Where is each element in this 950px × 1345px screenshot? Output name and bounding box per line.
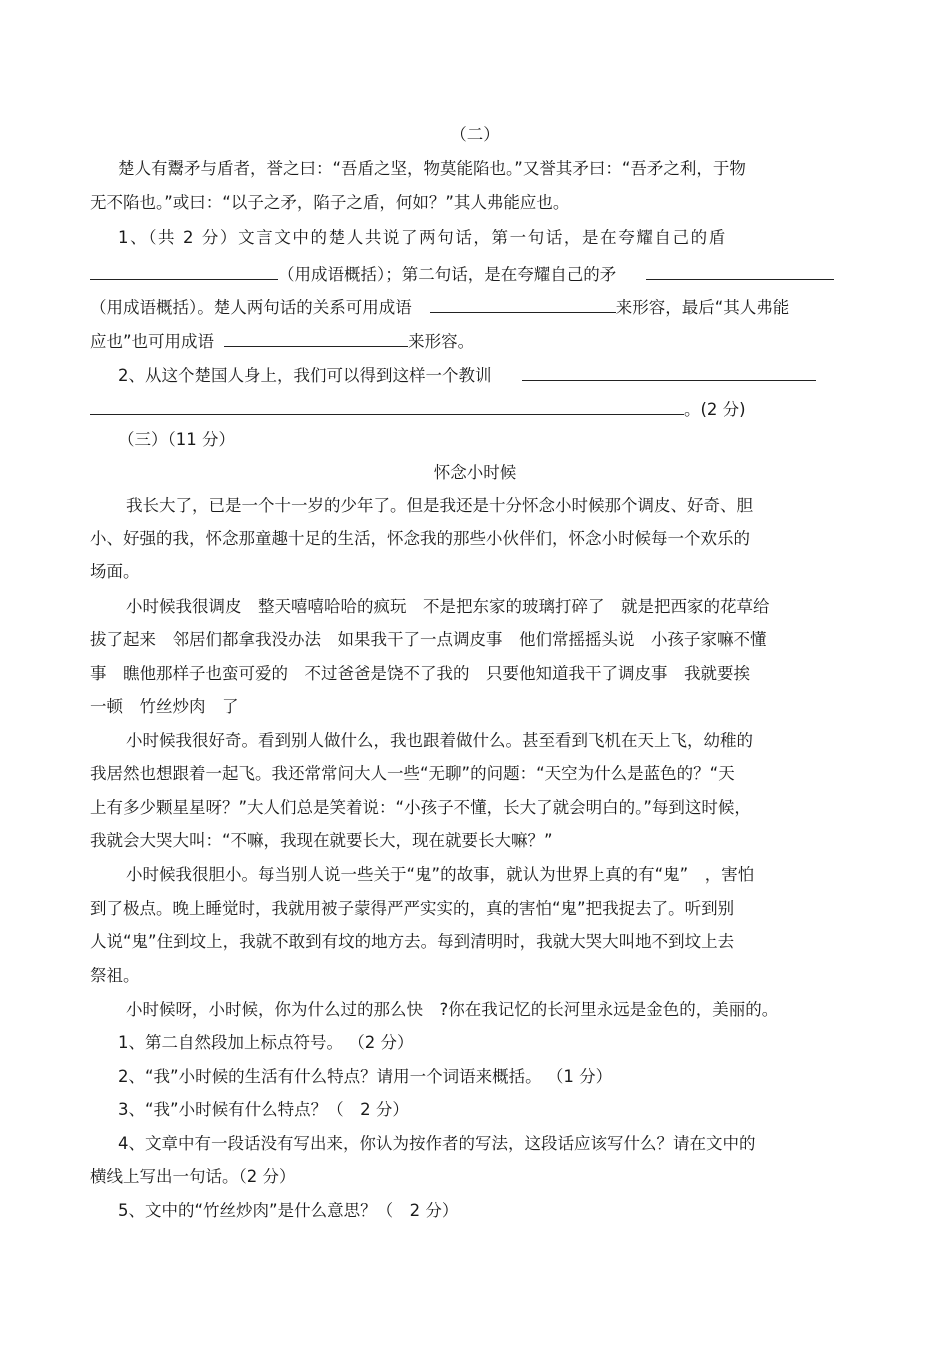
paragraph-line: 上有多少颗星星呀？”大人们总是笑着说：“小孩子不懂，长大了就会明白的。”每到这时候， bbox=[90, 798, 751, 817]
question-1-line: （用成语概括）；第二句话，是在夸耀自己的矛 bbox=[90, 261, 834, 286]
question-1-line: （用成语概括）。楚人两句话的关系可用成语 来形容，最后“其人弗能 bbox=[90, 294, 789, 319]
question-line: 4、文章中有一段话没有写出来，你认为按作者的写法，这段话应该写什么？请在文中的 bbox=[118, 1134, 756, 1153]
paragraph-line: 拔了起来 邻居们都拿我没办法 如果我干了一点调皮事 他们常摇摇头说 小孩子家嘛不懂 bbox=[90, 630, 767, 649]
paragraph-line: 一顿 竹丝炒肉 了 bbox=[90, 697, 239, 716]
paragraph-line: 小时候呀，小时候，你为什么过的那么快 ?你在我记忆的长河里永远是金色的，美丽的。 bbox=[126, 1000, 779, 1019]
article-title: 怀念小时候 bbox=[433, 463, 517, 482]
paragraph-line: 小时候我很胆小。每当别人说一些关于“鬼”的故事，就认为世界上真的有“鬼” ，害怕 bbox=[126, 865, 755, 884]
question-line: 3、“我”小时候有什么特点？（ 2 分） bbox=[118, 1100, 409, 1119]
answer-blank[interactable] bbox=[90, 396, 684, 415]
question-1-line: 1、（共 2 分）文言文中的楚人共说了两句话，第一句话，是在夸耀自己的盾 bbox=[118, 228, 727, 247]
question-1-line: 应也”也可用成语 来形容。 bbox=[90, 328, 474, 353]
paragraph-line: 祭祖。 bbox=[90, 966, 140, 985]
question-line: 5、文中的“竹丝炒肉”是什么意思？（ 2 分） bbox=[118, 1201, 459, 1220]
paragraph-line: 我居然也想跟着一起飞。我还常常问大人一些“无聊”的问题：“天空为什么是蓝色的？“天 bbox=[90, 764, 735, 783]
paragraph-line: 我就会大哭大叫：“不嘛，我现在就要长大，现在就要长大嘛？” bbox=[90, 831, 553, 850]
question-line: 2、“我”小时候的生活有什么特点？请用一个词语来概括。 （1 分） bbox=[118, 1067, 613, 1086]
paragraph-line: 小时候我很调皮 整天嘻嘻哈哈的疯玩 不是把东家的玻璃打碎了 就是把西家的花草给 bbox=[126, 597, 770, 616]
answer-blank[interactable] bbox=[90, 261, 278, 280]
question-2-line: 。(2 分) bbox=[90, 396, 746, 421]
passage-line: 楚人有鬻矛与盾者，誉之曰：“吾盾之坚，物莫能陷也。”又誉其矛曰：“吾矛之利，于物 bbox=[118, 159, 746, 178]
answer-blank[interactable] bbox=[522, 362, 816, 381]
question-line: 1、第二自然段加上标点符号。 （2 分） bbox=[118, 1033, 414, 1052]
part3-heading: （三）（11 分） bbox=[118, 430, 235, 449]
paragraph-line: 小、好强的我，怀念那童趣十足的生活，怀念我的那些小伙伴们，怀念小时候每一个欢乐的 bbox=[90, 529, 750, 548]
paragraph-line: 小时候我很好奇。看到别人做什么，我也跟着做什么。甚至看到飞机在天上飞，幼稚的 bbox=[126, 731, 753, 750]
question-line: 横线上写出一句话。（2 分） bbox=[90, 1167, 296, 1186]
paragraph-line: 场面。 bbox=[90, 562, 140, 581]
paragraph-line: 我长大了，已是一个十一岁的少年了。但是我还是十分怀念小时候那个调皮、好奇、胆 bbox=[126, 496, 753, 515]
answer-blank[interactable] bbox=[646, 261, 834, 280]
answer-blank[interactable] bbox=[430, 294, 616, 313]
paragraph-line: 人说“鬼”住到坟上，我就不敢到有坟的地方去。每到清明时，我就大哭大叫地不到坟上去 bbox=[90, 932, 735, 951]
answer-blank[interactable] bbox=[224, 328, 408, 347]
paragraph-line: 到了极点。晚上睡觉时，我就用被子蒙得严严实实的，真的害怕“鬼”把我捉去了。听到别 bbox=[90, 899, 735, 918]
passage-line: 无不陷也。”或曰：“以子之矛，陷子之盾，何如？”其人弗能应也。 bbox=[90, 193, 570, 212]
paragraph-line: 事 瞧他那样子也蛮可爱的 不过爸爸是饶不了我的 只要他知道我干了调皮事 我就要挨 bbox=[90, 664, 750, 683]
question-2-line: 2、从这个楚国人身上，我们可以得到这样一个教训 bbox=[118, 362, 816, 387]
part2-heading: （二） bbox=[450, 125, 500, 144]
